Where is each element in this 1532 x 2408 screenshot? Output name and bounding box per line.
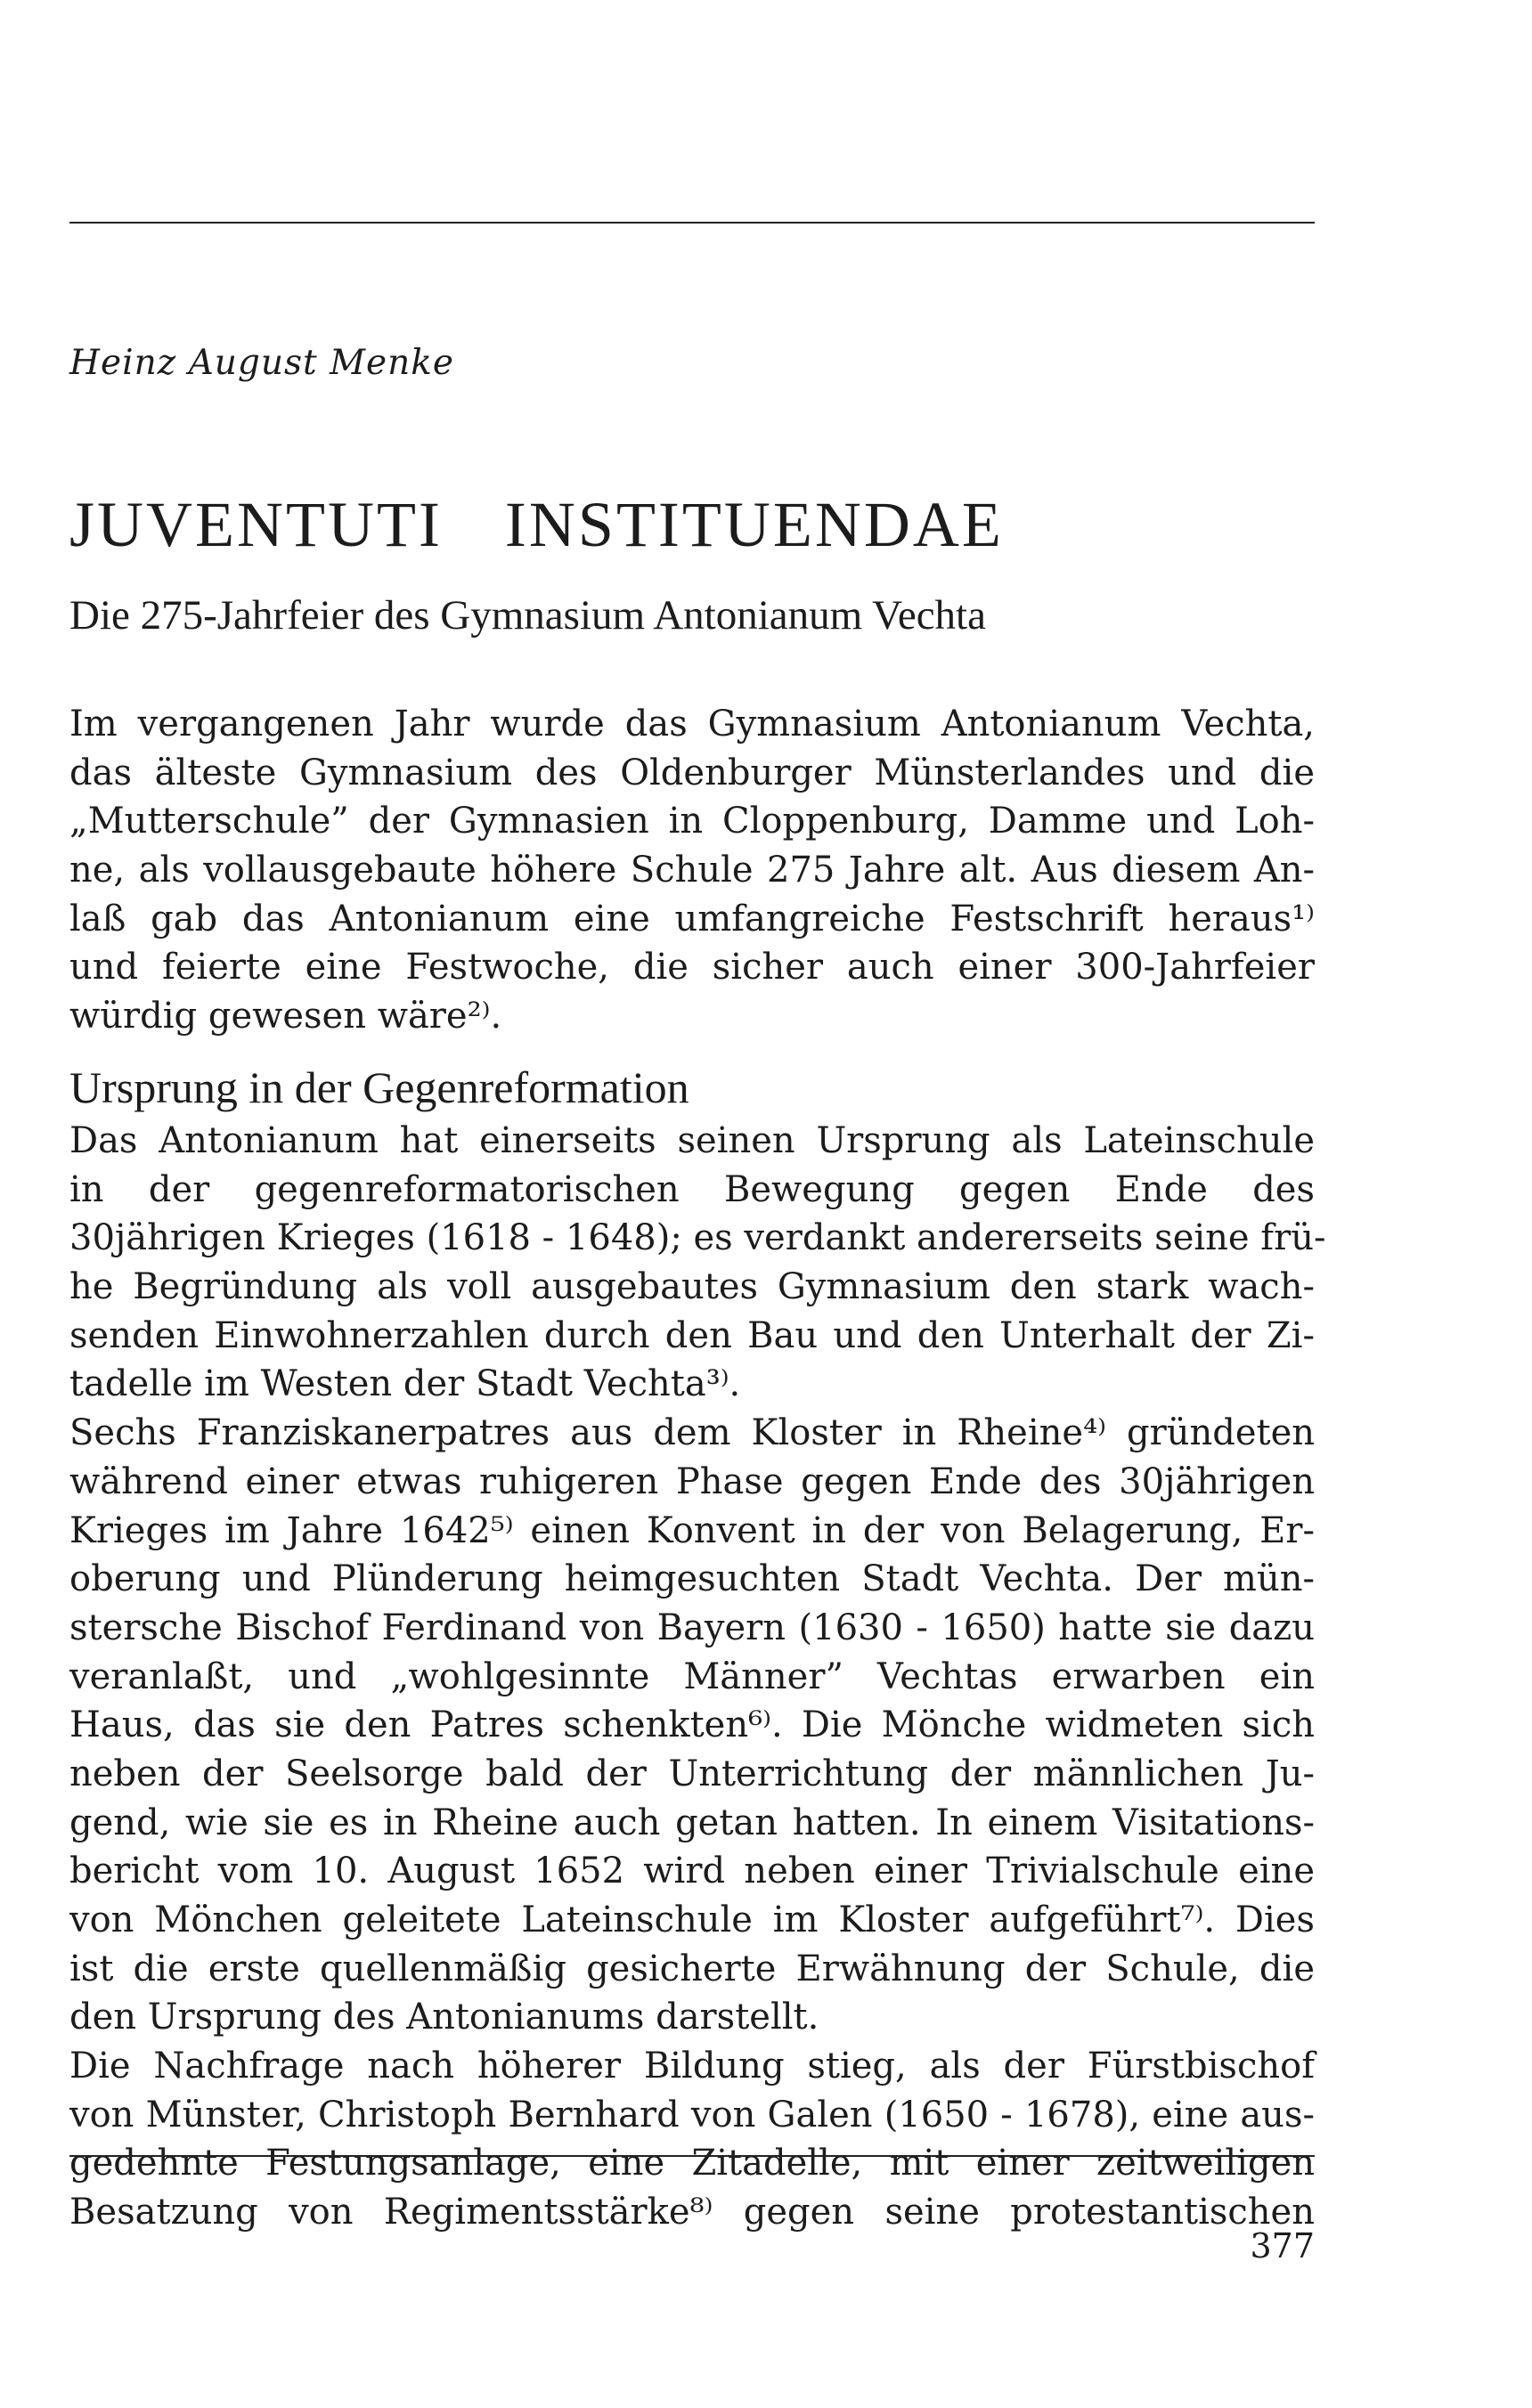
section-heading: Ursprung in der Gegenreformation <box>69 1062 689 1112</box>
article-subtitle: Die 275-Jahrfeier des Gymnasium Antonianum Vechta <box>69 592 986 639</box>
text-line: den Ursprung des Antonianums darstellt. <box>69 1997 819 2038</box>
body-text <box>69 1117 1326 2237</box>
text-line: senden Einwohnerzahlen durch den Bau und den Unterhalt der Zi- <box>69 1314 1315 1356</box>
intro-paragraph <box>69 700 1315 1041</box>
text-line: bericht vom 10. August 1652 wird neben einer Trivialschule eine <box>69 1851 1315 1892</box>
bottom-rule <box>69 2155 1315 2157</box>
text-line: Im vergangenen Jahr wurde das Gymnasium Antonianum Vechta, <box>69 704 1315 744</box>
text-line: laß gab das Antonianum eine umfangreiche Festschrift heraus¹⁾ <box>69 898 1315 940</box>
text-line: ne, als vollausgebaute höhere Schule 275 Jahre alt. Aus diesem An- <box>69 850 1315 891</box>
text-line: Das Antonianum hat einerseits seinen Ursprung als Lateinschule <box>69 1120 1315 1161</box>
text-line: in der gegenreformatorischen Bewegung gegen Ende des <box>69 1168 1315 1210</box>
text-line: 30jährigen Krieges (1618 - 1648); es verdankt andererseits seine frü- <box>69 1217 1326 1259</box>
text-line: gedehnte Festungsanlage, eine Zitadelle, mit einer zeitweiligen <box>69 2143 1315 2184</box>
text-line: Sechs Franziskanerpatres aus dem Kloster in Rheine⁴⁾ gründeten <box>69 1412 1315 1454</box>
text-line: und feierte eine Festwoche, die sicher auch einer 300-Jahrfeier <box>69 947 1315 988</box>
text-line: das älteste Gymnasium des Oldenburger Münsterlandes und die <box>69 752 1315 793</box>
text-line: tadelle im Westen der Stadt Vechta³⁾. <box>69 1363 741 1405</box>
text-line: ist die erste quellenmäßig gesicherte Erwähnung der Schule, die <box>69 1948 1315 1989</box>
article-title <box>69 488 1004 562</box>
text-line: von Mönchen geleitete Lateinschule im Kloster aufgeführt⁷⁾. Dies <box>69 1900 1315 1940</box>
title-part-2: INSTITUENDAE <box>504 489 1004 560</box>
text-line: he Begründung als voll ausgebautes Gymnasium den stark wach- <box>69 1266 1315 1308</box>
text-line: Krieges im Jahre 1642⁵⁾ einen Konvent in der von Belagerung, Er- <box>69 1509 1315 1551</box>
text-line: von Münster, Christoph Bernhard von Galen (1650 - 1678), eine aus- <box>69 2094 1315 2135</box>
text-line: oberung und Plünderung heimgesuchten Stadt Vechta. Der mün- <box>69 1558 1315 1600</box>
text-line: würdig gewesen wäre²⁾. <box>69 996 502 1037</box>
text-line: veranlaßt, und „wohlgesinnte Männer” Vechtas erwarben ein <box>69 1656 1315 1697</box>
text-line: Haus, das sie den Patres schenkten⁶⁾. Die Mönche widmeten sich <box>69 1704 1315 1746</box>
text-line: „Mutterschule” der Gymnasien in Cloppenburg, Damme und Loh- <box>69 801 1315 842</box>
text-line: während einer etwas ruhigeren Phase gegen Ende des 30jährigen <box>69 1460 1315 1502</box>
text-line: Die Nachfrage nach höherer Bildung stieg, als der Fürstbischof <box>69 2046 1315 2087</box>
top-rule <box>69 222 1315 224</box>
text-line: stersche Bischof Ferdinand von Bayern (1630 - 1650) hatte sie dazu <box>69 1607 1315 1648</box>
author-name: Heinz August Menke <box>69 343 454 383</box>
text-line: neben der Seelsorge bald der Unterrichtung der männlichen Ju- <box>69 1753 1315 1794</box>
text-line: Besatzung von Regimentsstärke⁸⁾ gegen seine protestantischen <box>69 2192 1315 2233</box>
text-line: gend, wie sie es in Rheine auch getan hatten. In einem Visitations- <box>69 1802 1315 1843</box>
page-number: 377 <box>1250 2226 1315 2266</box>
title-part-1: JUVENTUTI <box>69 489 443 560</box>
